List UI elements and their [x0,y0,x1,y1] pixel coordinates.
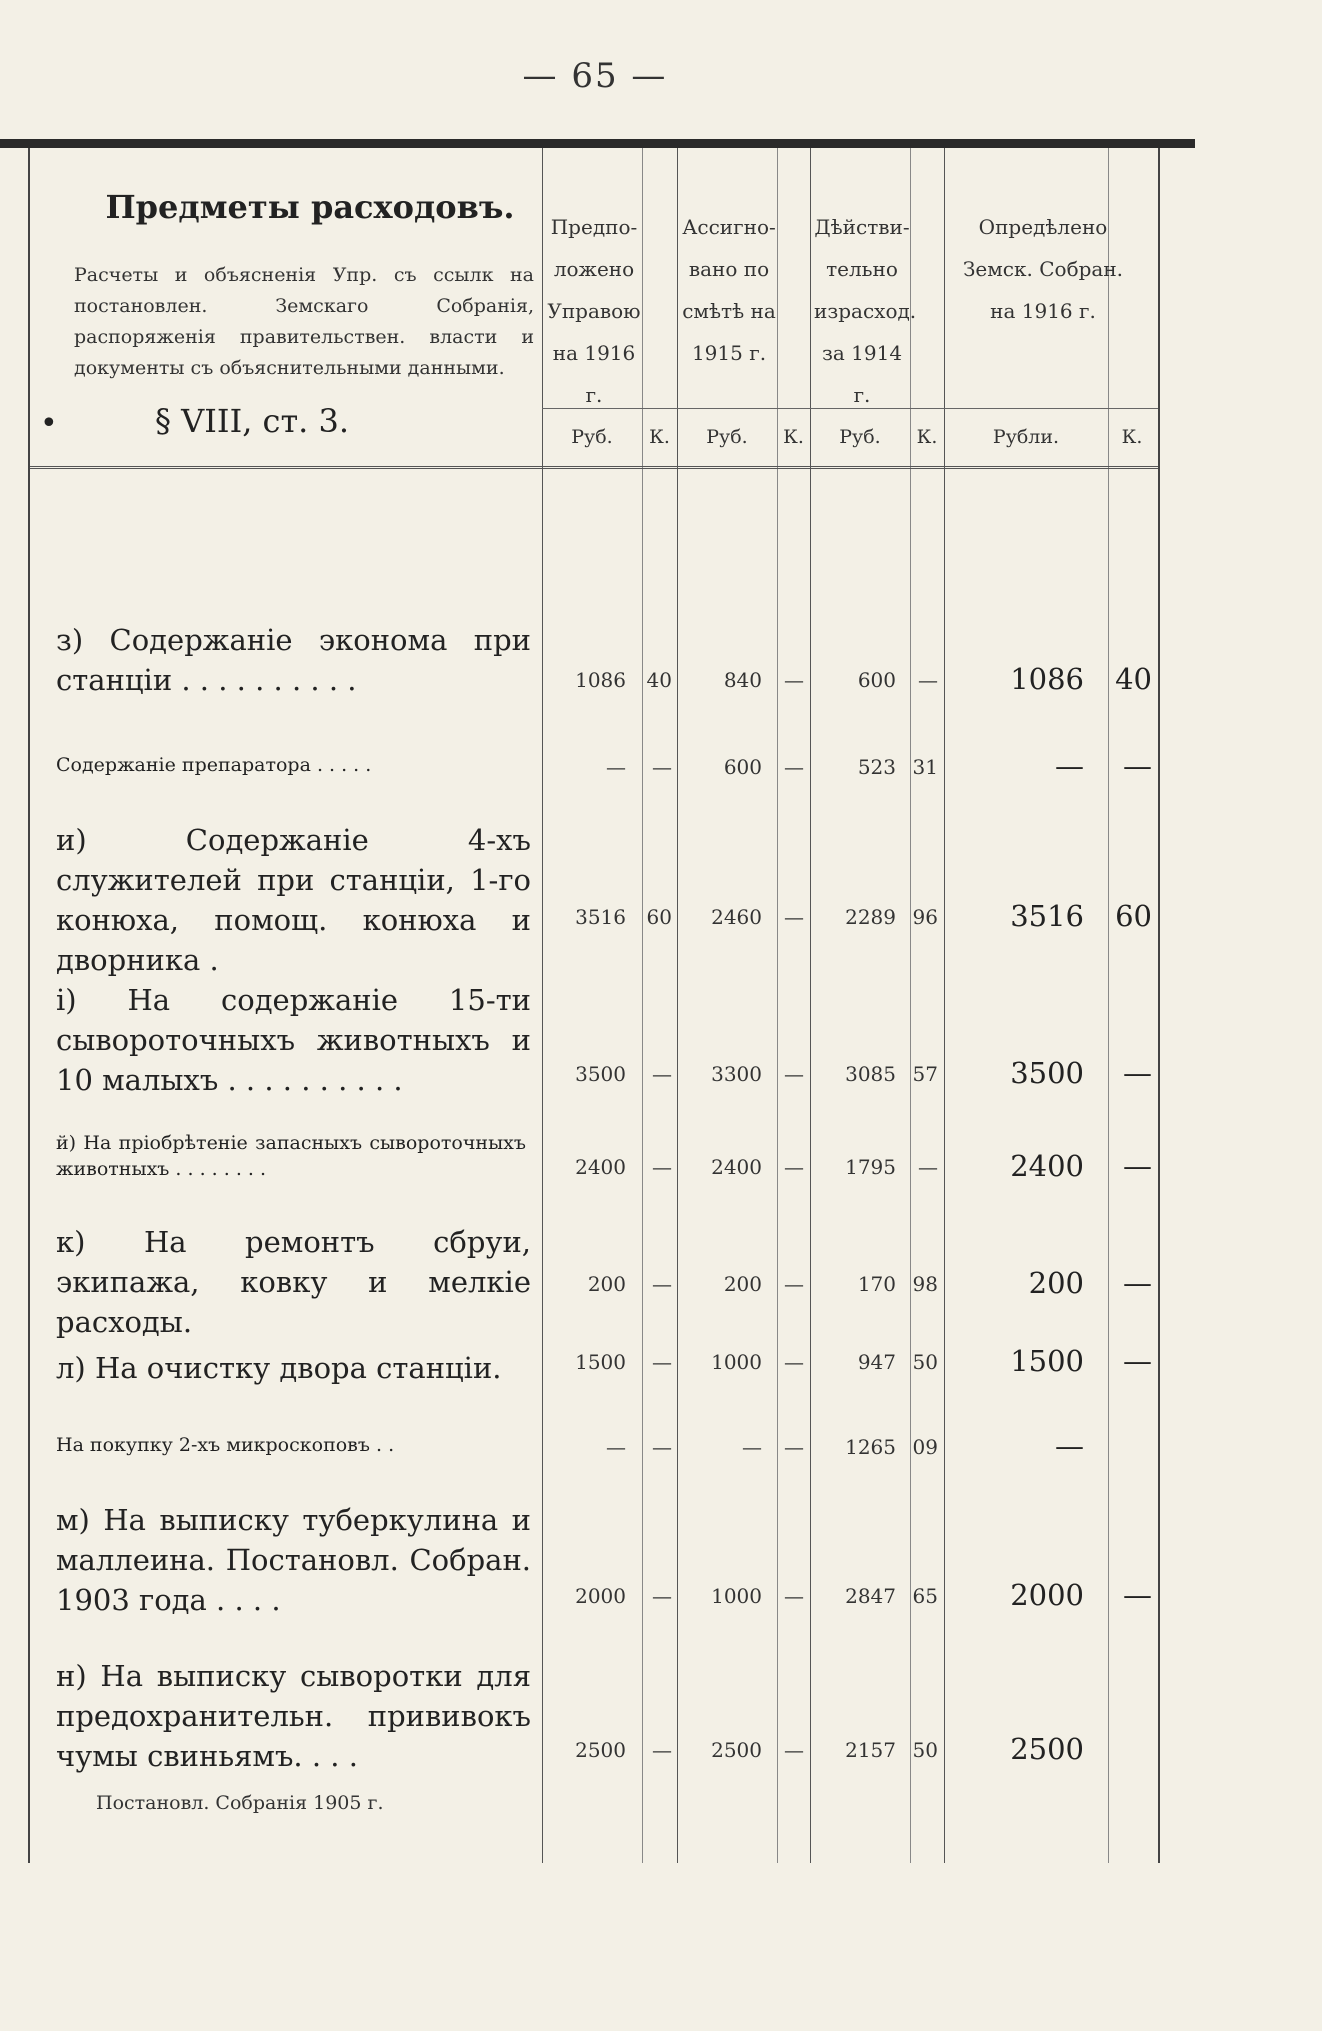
header-rule [30,466,1158,469]
row-value-c2k: — [784,1584,804,1608]
row-value-c2k: — [784,1155,804,1179]
row-label: к) На ремонтъ сбруи, экипажа, ковку и мелкіе расходы. [56,1225,531,1339]
row-value-c3r: 1795 [845,1155,896,1179]
colhead-spent: Дѣйстви- тельно израсход. за 1914 г. [814,215,917,407]
row-value-c1r: 3500 [575,1062,626,1086]
row-value-c2r: 2400 [711,1155,762,1179]
row-value-c4r: 3500 [1010,1056,1084,1090]
row-value-c3k: 50 [912,1350,938,1374]
row-value-c2r: 600 [723,755,762,779]
footer-note: Постановл. Собранія 1905 г. [96,1792,384,1814]
row-value-c2k: — [784,905,804,929]
row-value-c1k: — [652,1062,672,1086]
unit-k-3: К. [916,426,938,448]
colhead-proposed: Предпо- ложено Управою на 1916 г. [547,215,641,407]
row-value-c1k: — [652,1738,672,1762]
colhead-assigned: Ассигно- вано по смѣтѣ на 1915 г. [682,215,776,365]
row-value-c3k: 96 [912,905,938,929]
row-label: й) На пріобрѣтеніе запасныхъ сывороточныхъ животныхъ . . . . . . . . [56,1132,526,1180]
unit-k-4: К. [1121,426,1143,448]
row-label: На покупку 2-хъ микроскоповъ . . [56,1434,395,1456]
row-value-c2r: 3300 [711,1062,762,1086]
page-number: — 65 — [522,56,668,96]
unit-k-1: К. [649,426,670,448]
row-value-c1k: — [652,1435,672,1459]
row-value-c1k: — [652,1155,672,1179]
row-value-c3k: 31 [912,755,938,779]
row-value-c2k: — [784,668,804,692]
row-value-c4r: — [1055,749,1084,783]
row-label: і) На содержаніе 15-ти сывороточныхъ животныхъ и 10 малыхъ . . . . . . . . . . [56,983,531,1097]
row-value-c3r: 2847 [845,1584,896,1608]
row-value-c4r: 200 [1028,1266,1084,1300]
row-value-c3r: 2157 [845,1738,896,1762]
row-value-c4r: 3516 [1010,899,1084,933]
unit-rub-4: Рубли. [992,426,1060,448]
row-value-c3k: 50 [912,1738,938,1762]
row-value-c1r: 1500 [575,1350,626,1374]
row-value-c4r: 2400 [1010,1149,1084,1183]
row-value-c1k: 40 [646,668,672,692]
row-value-c1r: — [606,1435,626,1459]
row-value-c4k: — [1123,1344,1152,1378]
section-bullet: • [40,406,58,441]
row-value-c3r: 947 [857,1350,896,1374]
row-label: л) На очистку двора станціи. [56,1351,502,1385]
row-value-c2k: — [784,1062,804,1086]
row-value-c3r: 600 [857,668,896,692]
col-sep-4 [944,148,945,1863]
row-value-c1r: 2500 [575,1738,626,1762]
row-value-c3r: 523 [857,755,896,779]
row-value-c2k: — [784,1738,804,1762]
unit-rub-1: Руб. [571,426,613,448]
row-value-c4k: 60 [1115,899,1152,933]
unit-k-2: К. [783,426,804,448]
row-value-c1r: 1086 [575,668,626,692]
row-value-c2k: — [784,1435,804,1459]
row-value-c3k: 09 [912,1435,938,1459]
row-value-c3r: 2289 [845,905,896,929]
row-label: и) Содержаніе 4-хъ служителей при станціи, 1-го конюха, помощ. конюха и дворника . [56,823,531,977]
col-sep-4k [1108,148,1109,1863]
row-label: з) Содержаніе эконома при станціи . . . . . . . . . . [56,623,531,697]
row-value-c3k: — [918,1155,938,1179]
row-value-c3k: — [918,668,938,692]
row-value-c4r: — [1055,1429,1084,1463]
row-value-c4k: 40 [1115,662,1152,696]
unit-rub-3: Руб. [839,426,881,448]
row-value-c3k: 98 [912,1272,938,1296]
row-value-c1k: 60 [646,905,672,929]
row-value-c1r: 200 [587,1272,626,1296]
row-value-c2r: 2500 [711,1738,762,1762]
row-value-c3r: 1265 [845,1435,896,1459]
row-label: м) На выписку туберкулина и маллеина. Постановл. Собран. 1903 года . . . . [56,1503,531,1617]
row-value-c4k: — [1123,1056,1152,1090]
row-value-c2r: 1000 [711,1584,762,1608]
row-value-c2r: 200 [723,1272,762,1296]
unit-rub-2: Руб. [706,426,748,448]
section-title: § VIII, ст. 3. [155,402,350,440]
row-value-c1k: — [652,755,672,779]
row-value-c2k: — [784,755,804,779]
top-rule [0,139,1195,148]
row-value-c2k: — [784,1272,804,1296]
row-value-c4k: — [1123,749,1152,783]
row-value-c3r: 170 [857,1272,896,1296]
row-value-c4r: 1500 [1010,1344,1084,1378]
row-label: н) На выписку сыворотки для предохранительн. прививокъ чумы свиньямъ. . . . [56,1659,531,1773]
row-value-c4k: — [1123,1266,1152,1300]
col-sep-1k [642,148,643,1863]
colhead-determined: Опредѣлено Земск. Собран. на 1916 г. [962,215,1124,323]
row-value-c1k: — [652,1350,672,1374]
row-value-c2r: — [742,1435,762,1459]
row-value-c2r: 1000 [711,1350,762,1374]
header-title: Предметы расходовъ. [105,188,515,226]
row-value-c2r: 2460 [711,905,762,929]
row-label: Содержаніе препаратора . . . . . [56,754,372,776]
row-value-c4r: 1086 [1010,662,1084,696]
row-value-c3k: 57 [912,1062,938,1086]
row-value-c4k: — [1123,1578,1152,1612]
header-subtitle: Расчеты и объясненія Упр. съ ссылк на постановлен. Земскаго Собранія, распоряженія правительствен. власти и документы съ объяснительными данными. [74,264,534,379]
row-value-c1k: — [652,1272,672,1296]
row-value-c2k: — [784,1350,804,1374]
row-value-c1r: 3516 [575,905,626,929]
row-value-c1r: — [606,755,626,779]
row-value-c3k: 65 [912,1584,938,1608]
row-value-c4r: 2500 [1010,1732,1084,1766]
row-value-c4r: 2000 [1010,1578,1084,1612]
row-value-c1k: — [652,1584,672,1608]
row-value-c2r: 840 [723,668,762,692]
row-value-c3r: 3085 [845,1062,896,1086]
row-value-c1r: 2400 [575,1155,626,1179]
row-value-c1r: 2000 [575,1584,626,1608]
row-value-c4k: — [1123,1149,1152,1183]
